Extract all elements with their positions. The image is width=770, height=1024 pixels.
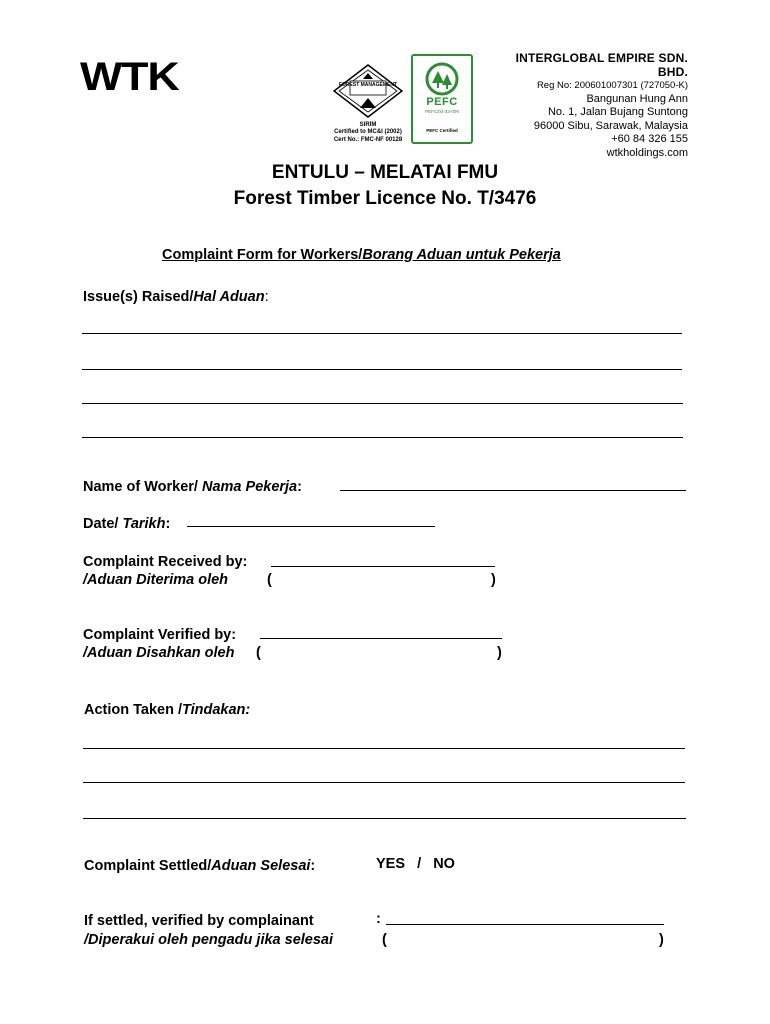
date-label <box>83 516 170 532</box>
received-open-paren: ( <box>267 572 272 588</box>
issues-colon: : <box>264 289 269 305</box>
confirm-label-ms: /Diperakui oleh pengadu jika selesai <box>84 932 334 948</box>
company-phone: +60 84 326 155 <box>611 133 688 145</box>
form-title-en: Complaint Form for Workers/ <box>162 247 363 263</box>
sirim-cert-no: Cert No.: FMC-NF 00128 <box>333 136 403 143</box>
action-line-1[interactable] <box>83 748 685 749</box>
verified-by-field[interactable] <box>260 638 502 639</box>
date-label-en: Date/ <box>83 516 123 532</box>
confirm-label-en: If settled, verified by complainant <box>84 913 314 929</box>
worker-name-label <box>83 479 302 495</box>
issues-label-ms: Hal Aduan <box>193 289 265 305</box>
issues-label <box>83 289 269 305</box>
complainant-field[interactable] <box>386 924 664 925</box>
verified-open-paren: ( <box>256 645 261 661</box>
received-label-en: Complaint Received by: <box>83 554 248 570</box>
worker-name-label-ms: Nama Pekerja <box>202 479 298 495</box>
issues-line-4[interactable] <box>82 437 683 438</box>
action-line-3[interactable] <box>83 818 686 819</box>
forest-management-text: FOREST MANAGEMENT <box>338 82 398 88</box>
pefc-label: PEFC <box>426 96 458 108</box>
sirim-certified: Certified to MC&I (2002) <box>334 129 402 135</box>
issues-line-2[interactable] <box>82 369 682 370</box>
confirm-close-paren: ) <box>659 932 664 948</box>
worker-name-label-en: Name of Worker/ <box>83 479 202 495</box>
pefc-code: PEFC/04-33-009 <box>425 109 459 114</box>
date-label-ms: Tarikh <box>122 516 166 532</box>
pefc-certified: PEFC Certified <box>426 128 458 133</box>
sirim-label: SIRIM <box>359 121 377 128</box>
issues-label-en: Issue(s) Raised/ <box>83 289 194 305</box>
received-by-field[interactable] <box>271 566 495 567</box>
settled-colon: : <box>310 858 316 874</box>
company-address-2: No. 1, Jalan Bujang Suntong <box>547 106 688 118</box>
yes-no-options[interactable]: YES / NO <box>376 856 455 872</box>
company-website: wtkholdings.com <box>606 146 688 159</box>
date-field[interactable] <box>187 526 435 527</box>
action-label-ms: Tindakan: <box>182 702 251 718</box>
issues-line-1[interactable] <box>82 333 682 334</box>
action-label <box>84 702 250 718</box>
company-address-3: 96000 Sibu, Sarawak, Malaysia <box>533 119 688 132</box>
worker-name-colon: : <box>297 479 302 495</box>
action-line-2[interactable] <box>83 782 685 783</box>
company-reg: Reg No: 200601007301 (727050-K) <box>536 80 688 91</box>
received-label-ms: /Aduan Diterima oleh <box>83 572 229 588</box>
sirim-diamond-icon <box>333 64 403 118</box>
settled-label-en: Complaint Settled/ <box>84 858 212 874</box>
received-close-paren: ) <box>491 572 496 588</box>
settled-label <box>84 858 315 874</box>
pefc-tree-icon <box>425 62 459 96</box>
wtk-logo: WTK <box>80 55 179 99</box>
issues-line-3[interactable] <box>82 403 683 404</box>
pefc-mark <box>411 54 473 144</box>
settled-label-ms: Aduan Selesai <box>211 858 311 874</box>
licence-title: Forest Timber Licence No. T/3476 <box>233 188 537 209</box>
worker-name-field[interactable] <box>340 490 686 491</box>
verified-label-ms: /Aduan Disahkan oleh <box>83 645 235 661</box>
sirim-cert-mark <box>326 64 410 144</box>
verified-close-paren: ) <box>497 645 502 661</box>
confirm-colon: : <box>376 911 381 927</box>
fmu-title: ENTULU – MELATAI FMU <box>271 162 499 183</box>
company-info <box>486 52 688 160</box>
company-address-1: Bangunan Hung Ann <box>586 92 688 105</box>
verified-label-en: Complaint Verified by: <box>83 627 237 643</box>
confirm-open-paren: ( <box>382 932 387 948</box>
company-name: INTERGLOBAL EMPIRE SDN. BHD. <box>515 51 688 79</box>
date-colon: : <box>165 516 171 532</box>
form-title <box>162 247 561 263</box>
form-title-ms: Borang Aduan untuk Pekerja <box>362 247 561 263</box>
action-label-en: Action Taken / <box>84 702 183 718</box>
